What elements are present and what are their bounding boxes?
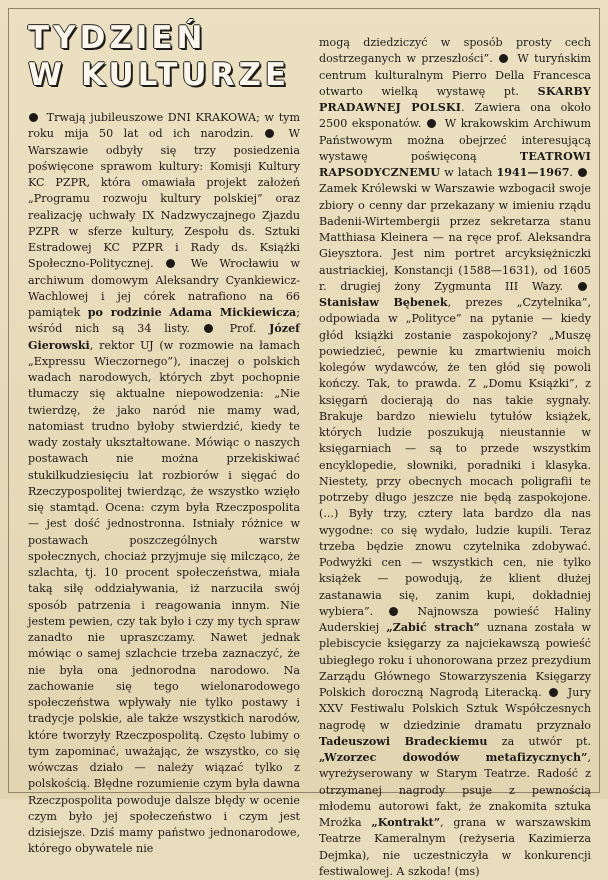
news-item-warsaw-meetings: W Warszawie odbyły się trzy posiedzenia poświęcone sprawom kultury: Komisji Kultury KC PZPR, która omawiała projekt założeń „Programu rozwoju kultury polskiej” oraz realizację uchwały IX Nadzwyczajnego Zjazdu PZPR w sferze kultury, Zespołu ds. Sztuki Estradowej KC PZPR i Rady ds. Książki Społeczno-Politycznej. (28, 127, 300, 271)
bullet-icon (549, 688, 558, 697)
news-item-auderska: Najnowsza powieść Haliny Auderskiej (319, 604, 591, 634)
news-item-wroclaw-bold: po rodzinie Adama Mickiewicza (87, 306, 297, 319)
bullet-icon (389, 607, 398, 616)
news-item-turin-end: . Zawiera ona około 2500 eksponatów. (319, 101, 591, 131)
bullet-icon (29, 113, 38, 122)
exhibition-title: SKARBY PRADAWNEJ POLSKI (319, 84, 591, 114)
news-item-krakow: Trwają jubileuszowe DNI KRAKOWA; w tym roku mija 50 lat od ich narodzin. (28, 111, 300, 141)
bullet-icon (427, 119, 436, 128)
news-item-gierowski-prefix: Prof. (229, 322, 270, 336)
news-item-krakow-archive: W krakowskim Archiwum Państwowym można obejrzeć interesującą wystawę poświęconą (319, 117, 591, 163)
news-item-auderska-end: uznana została w plebiscycie księgarzy za najciekawszą powieść ubiegłego roku i uhonorowana przez prezydium Zarządu Głównego Stowarzyszenia Księgarzy Polskich doroczną Nagrodą Literacką. (319, 621, 591, 699)
award-play-title: „Wzorzec dowodów metafizycznych” (319, 751, 588, 764)
news-item-festival-end: , grana w warszawskim Teatrze Kameralnym (reżyseria Kazimierza Dejmka), nie uczestniczyła w konkurencji festiwalowej. A szkoda! (ms) (319, 816, 591, 878)
news-item-wroclaw-archive: We Wrocławiu w archiwum domowym Aleksandry Cyankiewicz-Wachlowej i jej córek natrafiono na 66 pamiątek (28, 257, 300, 319)
kontrakt-title: „Kontrakt” (371, 816, 441, 829)
right-column (319, 35, 592, 878)
news-item-bebenek-text: , prezes „Czytelnika”, odpowiada w „Polityce” na pytanie — kiedy głód książki zostanie zaspokojony? „Muszę powiedzieć, pewnie ku zmartwieniu moich kolegów wydawców, że ten głód się powoli kończy. Tak, to prawda. Z „Domu Książki”, z księgarń docierają do nas takie sygnały. Brakuje bardzo niewielu tytułów książek, których ludzie poszukują nieustannie w księgarniach — są to przede wszystkim encyklopedie, słowniki, poradniki i klasyka. Niestety, przy obecnych mocach poligrafii te potrzeby długo jeszcze nie będą zaspokojone. (...) Były trzy, cztery lata bardzo dla nas wygodne: co się wydało, ludzie kupili. Teraz trzeba będzie znowu czytelnika zdobywać. Podwyżki cen — wszystkich cen, nie tylko książek — powodują, że klient dłużej zastanawia się, zanim kupi, dokładniej wybiera”. (319, 296, 591, 618)
right-column-text (319, 35, 591, 880)
bullet-icon (166, 259, 175, 268)
continuation-text: mogą dziedziczyć w sposób prosty cech dostrzeganych w przeszłości”. (319, 36, 591, 66)
masthead (28, 20, 298, 100)
news-item-krakow-archive-end: . (569, 166, 573, 179)
left-column (28, 110, 300, 856)
news-item-gierowski-name: Józef Gierowski (28, 322, 300, 352)
award-winner: Tadeuszowi Bradeckiemu (319, 734, 488, 748)
news-item-wroclaw-end: ; wśród nich są 34 listy. (28, 306, 300, 336)
bullet-icon (578, 282, 587, 291)
bullet-icon (499, 54, 508, 63)
bullet-icon (578, 168, 587, 177)
news-item-festival-middle: za utwór pt. (487, 734, 591, 748)
bullet-icon (204, 324, 213, 333)
news-item-royal-castle: Zamek Królewski w Warszawie wzbogacił swoje zbiory o cenny dar przekazany w imieniu rządu Badenii-Wirtembergii przez sekretarza stanu Matthiasa Kleinera — na ręce prof. Aleksandra Gieysztora. Jest nim portret arcyksiężniczki austriackiej, Konstancji (1588—1631), od 1605 r. drugiej żony Zygmunta III Wazy. (319, 182, 591, 293)
theatre-title: TEATROWI RAPSODYCZNEMU (319, 149, 591, 179)
left-column-text (28, 110, 300, 858)
news-item-gierowski-text: , rektor UJ (w rozmowie na łamach „Expressu Wieczornego”), inaczej o polskich wadach narodowych, których zbyt pochopnie tłumaczy się aktualne niepowodzenia: „Nie twierdzę, że jako naród nie mamy wad, natomiast trudno byłoby stwierdzić, kiedy te wady zostały ukształtowane. Mówiąc o naszych postawach nie można przekiskiwać stukilkudziesięciu lat rozbiorów i sięgać do Rzeczypospolitej twierdząc, że wszystko wzięło się stamtąd. Ocena: czym była Rzeczpospolita — jest dość jednostronna. Istniały różnice w postawach poszczególnych warstw społecznych, chociaż przyjmuje się milcząco, że szlachta, tj. 10 procent społeczeństwa, miała taką siłę oddziaływania, iż narzuciła swój sposób patrzenia i reagowania innym. Nie jestem pewien, czy tak było i czy my tych spraw zanadto nie upraszczamy. Nawet jednak mówiąc o samej szlachcie trzeba zaznaczyć, że nie była ona jednorodna narodowo. Na zachowanie się tego wielonarodowego społeczeństwa wpływały nie tylko postawy i tradycje polskie, ale także wszystkich narodów, które tworzyły Rzeczpospolitą. Często lubimy o tym zapominać, uważając, że wszystko, co się wówczas działo — należy wiązać tylko z polskością. Błędne rozumienie czym była dawna Rzeczpospolita powoduje dalsze błędy w ocenie czym było jej społeczeństwo i czym jest dzisiejsze. Dziś mamy państwo jednonarodowe, którego obywatele nie (28, 338, 300, 856)
masthead-line-1: TYDZIEŃ (28, 20, 207, 56)
news-item-bebenek-name: Stanisław Bębenek (319, 296, 448, 309)
novel-title: „Zabić strach” (386, 621, 480, 634)
theatre-years: 1941—1967 (496, 166, 570, 179)
masthead-line-2: W KULTURZE (28, 57, 291, 93)
news-item-festival-text: , wyreżyserowany w Starym Teatrze. Radość z otrzymanej nagrody psuje z pewnością młodemu autorowi fakt, że znakomita sztuka Mrożka (319, 751, 591, 829)
bullet-icon (265, 129, 274, 138)
news-item-krakow-archive-years-prefix: w latach (440, 166, 497, 179)
news-item-turin: W turyńskim centrum kulturalnym Pierro Della Francesca otwarto wielką wystawę pt. (319, 52, 592, 98)
news-item-festival: Jury XXV Festiwalu Polskich Sztuk Współczesnych nagrodę w dziedzinie dramatu przyznało (319, 686, 591, 732)
